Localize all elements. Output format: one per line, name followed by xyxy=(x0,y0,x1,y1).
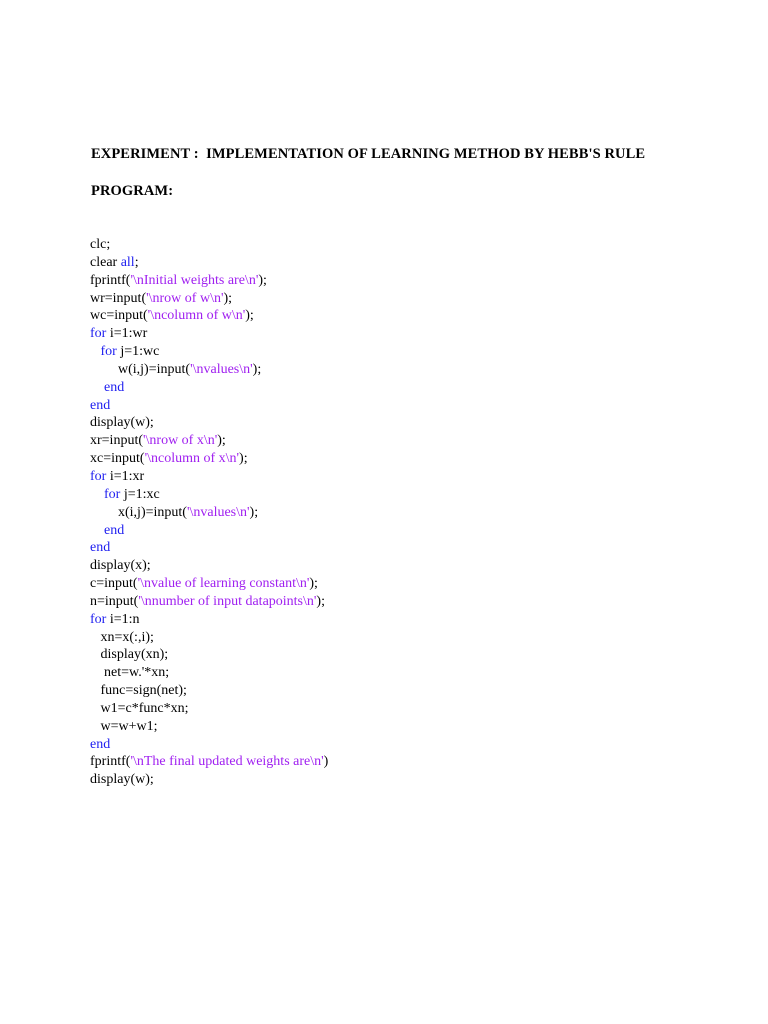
code-text: ); xyxy=(217,433,226,449)
code-string: '\nvalues\n' xyxy=(190,361,253,377)
code-keyword: all xyxy=(120,254,135,270)
code-string: '\ncolumn of w\n' xyxy=(147,308,246,324)
code-text: ); xyxy=(309,576,318,592)
code-text: x(i,j)=input( xyxy=(90,504,187,520)
code-keyword: end xyxy=(90,736,111,752)
code-text xyxy=(90,487,104,502)
code-text: j=1:wc xyxy=(116,344,160,360)
code-line xyxy=(90,718,328,736)
code-text: ); xyxy=(249,504,259,520)
code-line xyxy=(90,414,328,432)
code-line xyxy=(90,307,328,325)
code-string: '\nrow of x\n' xyxy=(143,433,218,449)
code-text: func=sign(net); xyxy=(90,683,187,699)
code-line xyxy=(90,664,328,682)
program-label: PROGRAM: xyxy=(91,183,174,199)
code-listing xyxy=(90,236,328,789)
code-text: wc=input( xyxy=(90,308,148,324)
code-text: display(w); xyxy=(90,772,154,788)
code-line xyxy=(90,272,328,290)
code-line xyxy=(90,522,328,540)
code-line xyxy=(90,736,328,754)
code-text: xr=input( xyxy=(90,433,143,449)
code-text: i=1:n xyxy=(106,611,140,627)
code-line xyxy=(90,254,328,272)
code-text: w1=c*func*xn; xyxy=(90,700,189,716)
code-text: w(i,j)=input( xyxy=(90,361,191,377)
code-line xyxy=(90,236,328,254)
code-text xyxy=(90,380,104,395)
code-text: display(xn); xyxy=(90,647,169,663)
code-keyword: for xyxy=(90,611,107,627)
code-string: '\ncolumn of x\n' xyxy=(144,451,240,467)
code-line xyxy=(90,486,328,504)
code-line xyxy=(90,343,328,361)
code-keyword: for xyxy=(90,468,107,484)
code-text: n=input( xyxy=(90,593,139,609)
code-text: i=1:wr xyxy=(106,326,148,342)
code-line xyxy=(90,700,328,718)
code-line xyxy=(90,432,328,450)
code-text: ); xyxy=(239,451,248,467)
code-text: display(x); xyxy=(90,558,151,574)
experiment-title: EXPERIMENT : IMPLEMENTATION OF LEARNING METHOD BY HEBB'S RULE xyxy=(91,146,646,162)
code-line xyxy=(90,397,328,415)
code-keyword: for xyxy=(104,486,121,502)
code-text: ); xyxy=(316,593,325,609)
code-keyword: end xyxy=(104,522,125,538)
code-line xyxy=(90,593,328,611)
code-text: ); xyxy=(258,272,267,288)
code-text: ) xyxy=(323,754,329,770)
code-text: i=1:xr xyxy=(106,468,145,484)
code-text: xc=input( xyxy=(90,451,145,467)
code-line xyxy=(90,325,328,343)
code-text: ); xyxy=(252,361,262,377)
code-line xyxy=(90,290,328,308)
code-text: w=w+w1; xyxy=(90,718,158,734)
code-text: j=1:xc xyxy=(120,486,160,502)
code-line xyxy=(90,646,328,664)
code-line xyxy=(90,629,328,647)
code-line xyxy=(90,504,328,522)
code-text xyxy=(90,523,104,538)
code-string: '\nnumber of input datapoints\n' xyxy=(138,593,317,609)
code-line xyxy=(90,361,328,379)
code-text: wr=input( xyxy=(90,290,147,306)
code-keyword: for xyxy=(90,326,107,342)
code-line xyxy=(90,557,328,575)
code-text: net=w.'*xn; xyxy=(90,665,170,681)
code-text: xn=x(:,i); xyxy=(90,629,154,645)
code-line xyxy=(90,468,328,486)
code-line xyxy=(90,611,328,629)
code-text: fprintf( xyxy=(90,754,131,770)
code-string: '\nInitial weights are\n' xyxy=(130,272,259,288)
code-line xyxy=(90,753,328,771)
code-keyword: end xyxy=(104,379,125,395)
code-text: clc; xyxy=(90,237,111,252)
code-text: ; xyxy=(134,254,139,270)
code-string: '\nrow of w\n' xyxy=(146,290,224,306)
code-string: '\nvalue of learning constant\n' xyxy=(137,576,310,592)
code-text: ); xyxy=(223,290,233,306)
code-keyword: for xyxy=(100,344,117,360)
code-line xyxy=(90,450,328,468)
code-line xyxy=(90,771,328,789)
code-line xyxy=(90,575,328,593)
code-text: display(w); xyxy=(90,415,154,431)
code-line xyxy=(90,379,328,397)
code-keyword: end xyxy=(90,397,111,413)
code-text xyxy=(90,344,101,359)
code-text: ); xyxy=(245,308,254,324)
code-keyword: end xyxy=(90,540,111,556)
code-text: fprintf( xyxy=(90,272,131,288)
code-text: clear xyxy=(90,254,121,270)
code-text: c=input( xyxy=(90,576,138,592)
code-string: '\nvalues\n' xyxy=(186,504,250,520)
code-line xyxy=(90,539,328,557)
code-line xyxy=(90,682,328,700)
code-string: '\nThe final updated weights are\n' xyxy=(130,754,324,770)
